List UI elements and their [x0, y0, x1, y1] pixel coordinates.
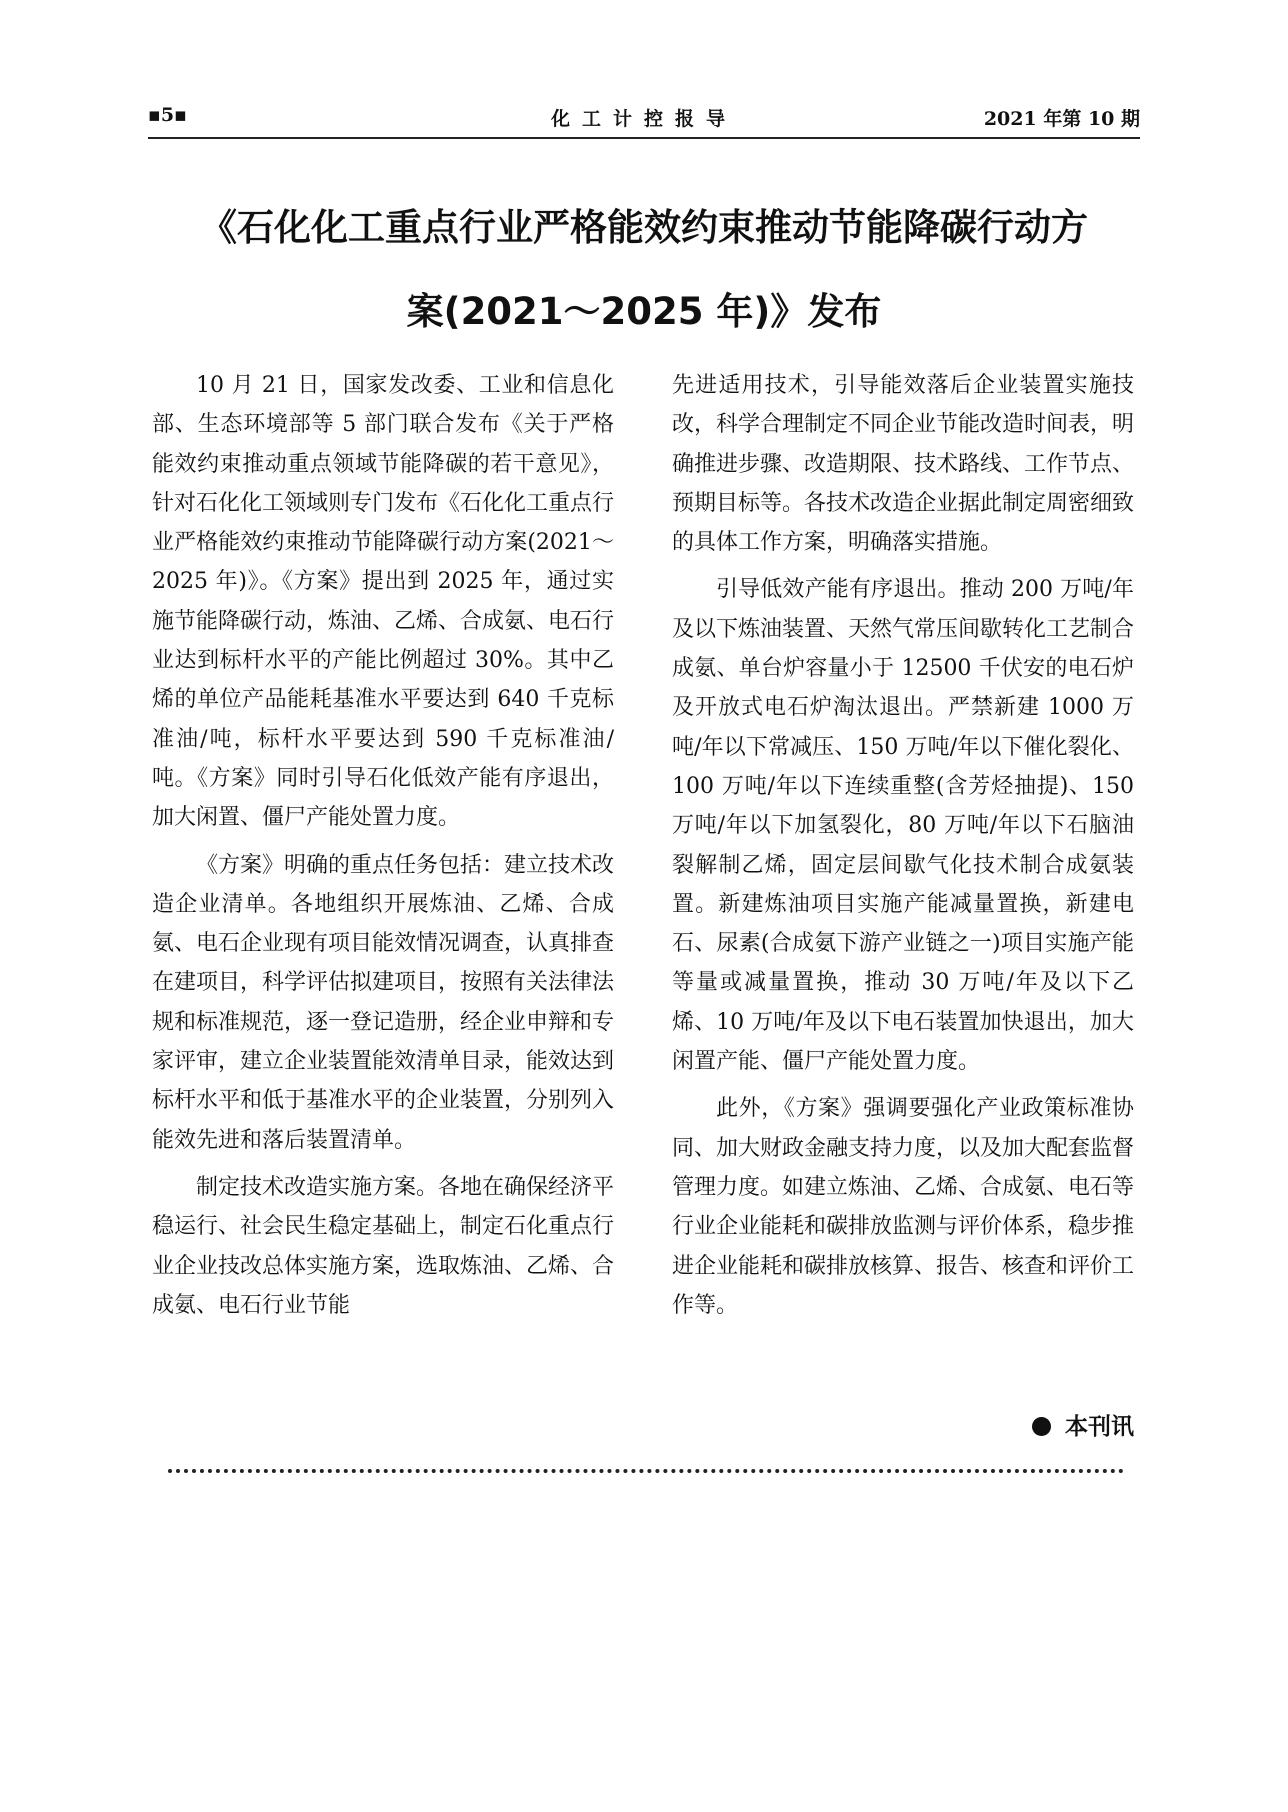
paragraph-intro: 10 月 21 日，国家发改委、工业和信息化部、生态环境部等 5 部门联合发布《关于严格能效约束推动重点领域节能降碳的若干意见》，针对石化化工领域则专门发布《石化化工重点行业严格能效约束推动节能降碳行动方案(2021～2025 年)》。《方案》提出到 2025 年，通过实施节能降碳行动，炼油、乙烯、合成氨、电石行业达到标杆水平的产能比例超过 30%。其中乙烯的单位产品能耗基准水平要达到 640 千克标准油/吨，标杆水平要达到 590 千克标准油/吨。《方案》同时引导石化低效产能有序退出，加大闲置、僵尸产能处置力度。 [152, 373, 615, 831]
article-title [148, 186, 1140, 354]
header-rule [148, 137, 1140, 139]
byline-text: 本刊讯 [1065, 1413, 1134, 1440]
page-number: ▪5▪ [148, 104, 187, 126]
paragraph-tech-plan: 制定技术改造实施方案。各地在确保经济平稳运行、社会民生稳定基础上，制定石化重点行业企业技改总体实施方案，选取炼油、乙烯、合成氨、电石行业节能 [152, 1174, 615, 1318]
journal-name: 化工计控报导 [550, 108, 737, 130]
left-column [152, 366, 614, 1333]
article-title-line-1: 《石化化工重点行业严格能效约束推动节能降碳行动方 [200, 206, 1088, 249]
paragraph-capacity-exit: 引导低效产能有序退出。推动 200 万吨/年及以下炼油装置、天然气常压间歇转化工艺制合成氨、单台炉容量小于 12500 千伏安的电石炉及开放式电石炉淘汰退出。严禁新建 1000 万吨/年以下常减压、150 万吨/年以下催化裂化、100 万吨/年以下连续重整(含芳烃抽提)、150 万吨/年以下加氢裂化，80 万吨/年以下石脑油裂解制乙烯，固定层间歇气化技术制合成氨装置。新建炼油项目实施产能减量置换，新建电石、尿素(合成氨下游产业链之一)项目实施产能等量或减量置换，推动 30 万吨/年及以下乙烯、10 万吨/年及以下电石装置加快退出，加大闲置产能、僵尸产能处置力度。 [672, 577, 1135, 1075]
page-header [148, 104, 1140, 134]
paragraph-key-tasks: 《方案》明确的重点任务包括：建立技术改造企业清单。各地组织开展炼油、乙烯、合成氨、电石企业现有项目能效情况调查，认真排查在建项目，科学评估拟建项目，按照有关法律法规和标准规范，逐一登记造册，经企业申辩和专家评审，建立企业装置能效清单目录，能效达到标杆水平和低于基准水平的企业装置，分别列入能效先进和落后装置清单。 [152, 852, 615, 1153]
issue-label: 2021 年第 10 期 [983, 108, 1140, 130]
article-title-line-2: 案(2021～2025 年)》发布 [406, 290, 882, 333]
paragraph-policy-support: 此外，《方案》强调要强化产业政策标准协同、加大财政金融支持力度，以及加大配套监督管理力度。如建立炼油、乙烯、合成氨、电石等行业企业能耗和碳排放监测与评价体系，稳步推进企业能耗和碳排放核算、报告、核查和评价工作等。 [672, 1096, 1135, 1318]
paragraph-tech-plan-continued: 先进适用技术，引导能效落后企业装置实施技改，科学合理制定不同企业节能改造时间表，明确推进步骤、改造期限、技术路线、工作节点、预期目标等。各技术改造企业据此制定周密细致的具体工作方案，明确落实措施。 [672, 373, 1135, 556]
bullet-icon [1032, 1417, 1051, 1436]
right-column [672, 366, 1134, 1333]
dotted-separator [168, 1469, 1124, 1473]
byline [672, 1408, 1134, 1441]
